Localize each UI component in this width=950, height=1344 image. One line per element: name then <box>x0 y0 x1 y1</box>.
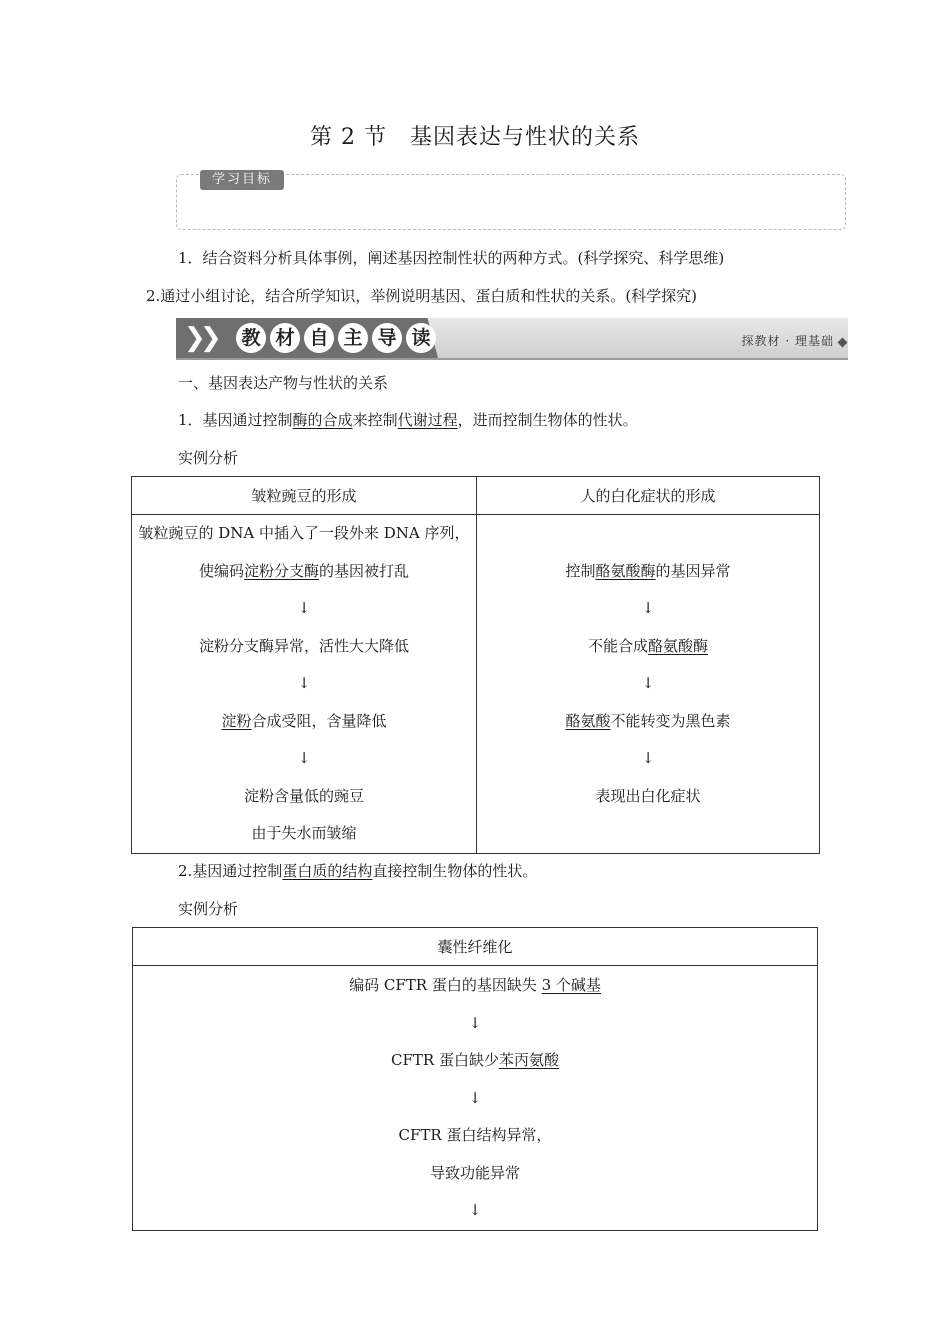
table-2 <box>132 927 818 1231</box>
section-heading: 一、基因表达产物与性状的关系 <box>178 374 389 392</box>
table-2-header: 囊性纤维化 <box>133 928 818 966</box>
page-title: 第 2 节 基因表达与性状的关系 <box>310 125 640 150</box>
down-arrow-icon: ↓ <box>641 749 655 767</box>
table-1-header-left: 皱粒豌豆的形成 <box>132 477 477 515</box>
point-1 <box>178 410 638 430</box>
down-arrow-icon: ↓ <box>297 674 311 692</box>
point-1-text: ，进而控制生物体的性状。 <box>457 411 638 429</box>
table-2-cell <box>133 966 818 1231</box>
down-arrow-icon: ↓ <box>468 1201 482 1219</box>
flow-underlined: 酪氨酸酶 <box>648 636 709 655</box>
flow-step <box>132 703 476 741</box>
flow-underlined: 淀粉 <box>221 711 252 730</box>
flow-text: 编码 CFTR 蛋白的基因缺失 <box>349 976 542 994</box>
flow-text: 不能转变为黑色素 <box>610 711 731 730</box>
flow-underlined: 淀粉分支酶 <box>243 561 319 580</box>
flow-step: 淀粉含量低的豌豆 <box>243 786 364 805</box>
flow-text: 不能合成 <box>587 636 648 655</box>
flow-step <box>132 553 476 591</box>
down-arrow-icon: ↓ <box>297 749 311 767</box>
table-1-right-cell <box>477 515 820 854</box>
point-2-underlined: 蛋白质的结构 <box>282 862 373 880</box>
point-2 <box>178 861 537 881</box>
banner-char: 材 <box>270 323 300 353</box>
down-arrow-icon: ↓ <box>297 599 311 617</box>
table-1 <box>131 476 820 854</box>
flow-step <box>477 553 819 591</box>
flow-text: CFTR 蛋白缺少 <box>391 1051 499 1069</box>
goal-item-2: 2.通过小组讨论，结合所学知识，举例说明基因、蛋白质和性状的关系。(科学探究) <box>146 287 698 305</box>
point-1-underlined: 酶的合成 <box>292 411 353 429</box>
flow-step <box>133 1042 817 1080</box>
example-label: 实例分析 <box>178 449 239 467</box>
flow-step: 淀粉分支酶异常，活性大大降低 <box>198 636 409 655</box>
banner-char: 主 <box>338 323 368 353</box>
point-2-text: 2.基因通过控制 <box>178 862 283 880</box>
banner-char: 教 <box>236 323 266 353</box>
flow-step <box>477 628 819 666</box>
flow-step <box>477 703 819 741</box>
flow-text: 控制 <box>565 561 596 580</box>
down-arrow-icon: ↓ <box>641 599 655 617</box>
banner-char: 导 <box>372 323 402 353</box>
point-1-text: 来控制 <box>352 411 398 429</box>
point-2-text: 直接控制生物体的性状。 <box>372 862 538 880</box>
flow-text: 的基因被打乱 <box>319 561 410 580</box>
flow-step: 表现出白化症状 <box>595 786 701 805</box>
goal-item-1: 1．结合资料分析具体事例，阐述基因控制性状的两种方式。(科学探究、科学思维) <box>178 249 725 267</box>
flow-underlined: 酪氨酸 <box>565 711 611 730</box>
point-1-text: 1．基因通过控制 <box>178 411 293 429</box>
flow-underlined: 3 个碱基 <box>541 976 601 994</box>
table-1-left-cell <box>132 515 477 854</box>
example-label-2: 实例分析 <box>178 900 239 918</box>
flow-step: 皱粒豌豆的 DNA 中插入了一段外来 DNA 序列， <box>138 524 470 542</box>
banner-title <box>236 323 436 353</box>
banner-char: 自 <box>304 323 334 353</box>
flow-underlined: 酪氨酸酶 <box>595 561 656 580</box>
flow-text: 使编码 <box>198 561 244 580</box>
flow-step <box>133 967 817 1005</box>
flow-underlined: 苯丙氨酸 <box>498 1051 559 1069</box>
section-banner <box>176 318 848 360</box>
flow-spacer <box>477 515 819 553</box>
flow-step: 由于失水而皱缩 <box>251 824 357 842</box>
flow-step: 导致功能异常 <box>429 1163 520 1182</box>
point-1-underlined: 代谢过程 <box>397 411 458 429</box>
flow-step: CFTR 蛋白结构异常， <box>398 1126 552 1144</box>
down-arrow-icon: ↓ <box>468 1088 482 1107</box>
chevron-right-icon: ❯ <box>184 323 206 353</box>
table-1-header-right: 人的白化症状的形成 <box>477 477 820 515</box>
chevron-right-icon: ❯ <box>200 323 222 353</box>
down-arrow-icon: ↓ <box>468 1013 482 1032</box>
flow-text: 合成受阻，含量降低 <box>251 711 387 730</box>
learning-goals-tag: 学习目标 <box>200 170 284 190</box>
down-arrow-icon: ↓ <box>641 674 655 692</box>
banner-subtitle: 探教材 · 理基础 <box>741 334 834 348</box>
banner-char: 读 <box>406 323 436 353</box>
flow-text: 的基因异常 <box>655 561 731 580</box>
